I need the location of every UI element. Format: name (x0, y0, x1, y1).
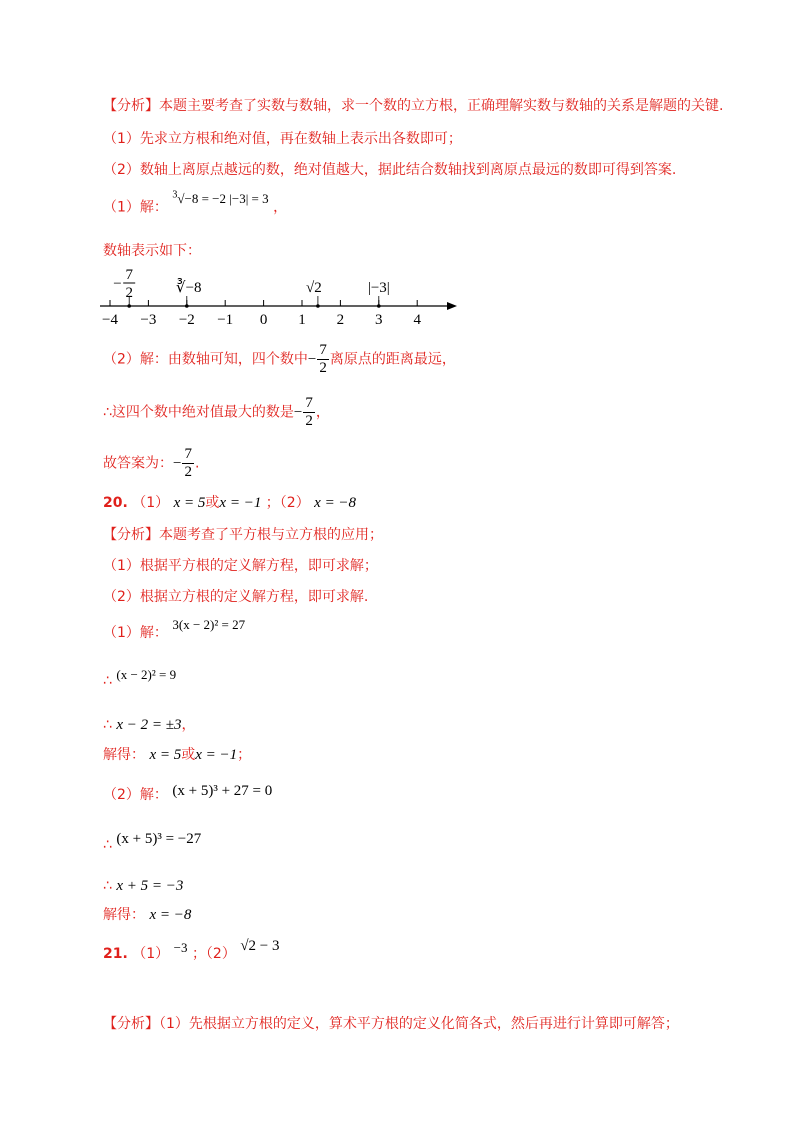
frac-num: 7 (319, 342, 327, 358)
sol2-prefix: （2）解：由数轴可知，四个数中 (103, 351, 308, 368)
line-20-c (103, 746, 251, 764)
fraction-seven-halves (317, 342, 329, 377)
eq: x = −1 (219, 495, 262, 511)
tick-label: −1 (217, 312, 234, 328)
line-20-a (103, 667, 177, 690)
line-20-e (103, 877, 183, 895)
step-19-2: （2）数轴上离原点越远的数，绝对值越大，据此结合数轴找到离原点最远的数即可得到答案. (103, 162, 677, 178)
eq: x = 5 (173, 495, 206, 511)
comma: ， (273, 199, 288, 216)
equation: x + 5 = −3 (116, 878, 184, 894)
value: √2 − 3 (240, 938, 280, 954)
eq: x = −8 (314, 495, 357, 511)
tick-label: −2 (178, 312, 195, 328)
value: −3 (173, 940, 188, 955)
therefore-sign: ∴ (103, 673, 112, 689)
answer-suffix: . (194, 455, 200, 472)
comma: ， (181, 717, 196, 733)
frac-den: 2 (305, 413, 313, 429)
solution-19-2 (103, 342, 456, 377)
semicolon: ； (237, 747, 252, 763)
label-frac-num: 7 (125, 267, 133, 283)
equation: 3(x − 2)² = 27 (172, 617, 246, 632)
label-minus: − (113, 276, 122, 292)
label-frac-den: 2 (125, 285, 133, 301)
analysis-21: 【分析】（1）先根据立方根的定义，算术平方根的定义化简各式，然后再进行计算即可解答； (103, 1016, 679, 1032)
part-sep: ；（2） (265, 495, 310, 511)
solved-label: 解得： (103, 747, 145, 763)
question-20-header (103, 494, 356, 512)
therefore-19 (103, 395, 330, 430)
answer-prefix: 故答案为： (103, 455, 173, 472)
solution-20-1 (103, 617, 246, 642)
frac-num: 7 (184, 446, 192, 462)
part-sep: ；（2） (191, 946, 236, 962)
line-20-b (103, 716, 196, 734)
tick-label: 1 (298, 312, 306, 328)
line-20-f (103, 906, 191, 924)
step-20-2: （2）根据立方根的定义解方程，即可求解. (103, 589, 369, 605)
part-label: （1） (132, 495, 170, 511)
solved-label: 解得： (103, 907, 145, 923)
answer-19 (103, 446, 199, 481)
step-20-1: （1）根据平方根的定义解方程，即可求解； (103, 558, 378, 574)
solution-label: （2）解： (103, 787, 168, 803)
question-number: 21. (103, 946, 128, 962)
analysis-19: 【分析】本题主要考查了实数与数轴，求一个数的立方根，正确理解实数与数轴的关系是解题的关键. (103, 98, 724, 114)
tick-label: 2 (336, 312, 345, 328)
eq: x = 5 (149, 747, 182, 763)
solution-label: （1）解： (103, 625, 168, 641)
fraction-seven-halves (182, 446, 194, 481)
question-number: 20. (103, 495, 128, 511)
solution-19-1 (103, 190, 288, 216)
tick-label: 0 (259, 312, 268, 328)
number-line-marks (95, 262, 475, 332)
fraction-seven-halves (303, 395, 315, 430)
step-19-1: （1）先求立方根和绝对值，再在数轴上表示出各数即可； (103, 131, 462, 147)
analysis-20: 【分析】本题考查了平方根与立方根的应用； (103, 527, 383, 543)
frac-den: 2 (319, 360, 327, 376)
tick-label: 4 (413, 312, 421, 328)
tick-label: −3 (140, 312, 157, 328)
sol2-suffix: 离原点的距离最远， (329, 351, 456, 368)
therefore-sign: ∴ (103, 717, 112, 733)
therefore-sign: ∴ (103, 837, 112, 853)
point-label-sqrt-two: √2 (306, 280, 322, 296)
tick-label: −4 (102, 312, 118, 328)
or-word: 或 (181, 747, 196, 763)
frac-den: 2 (184, 464, 192, 480)
question-21-header (103, 938, 280, 963)
equation: x − 2 = ±3 (116, 717, 182, 733)
cube-root-equation: $^3$√−8 = −2 |−3| = 3 (172, 190, 269, 207)
eq: x = −1 (195, 747, 238, 763)
axis-caption: 数轴表示如下： (103, 243, 201, 259)
minus-sign: − (293, 404, 303, 421)
tick-label: 3 (375, 312, 383, 328)
frac-num: 7 (305, 395, 313, 411)
point-label-abs-three: |−3| (367, 280, 390, 296)
therefore-prefix: ∴这四个数中绝对值最大的数是 (103, 404, 294, 421)
minus-sign: − (173, 455, 182, 472)
solution-20-2 (103, 783, 273, 804)
equation: (x + 5)³ = −27 (116, 831, 202, 847)
therefore-suffix: ， (315, 404, 330, 421)
equation: (x − 2)² = 9 (116, 667, 177, 682)
equation: x = −8 (149, 907, 192, 923)
point-label-cube-root: ∛−8 (176, 280, 202, 296)
minus-sign: − (307, 351, 317, 368)
or-word: 或 (205, 495, 220, 511)
therefore-sign: ∴ (103, 878, 112, 894)
part-label: （1） (132, 946, 170, 962)
line-20-d (103, 831, 202, 854)
solution-label: （1）解： (103, 199, 168, 216)
equation: (x + 5)³ + 27 = 0 (172, 783, 273, 799)
